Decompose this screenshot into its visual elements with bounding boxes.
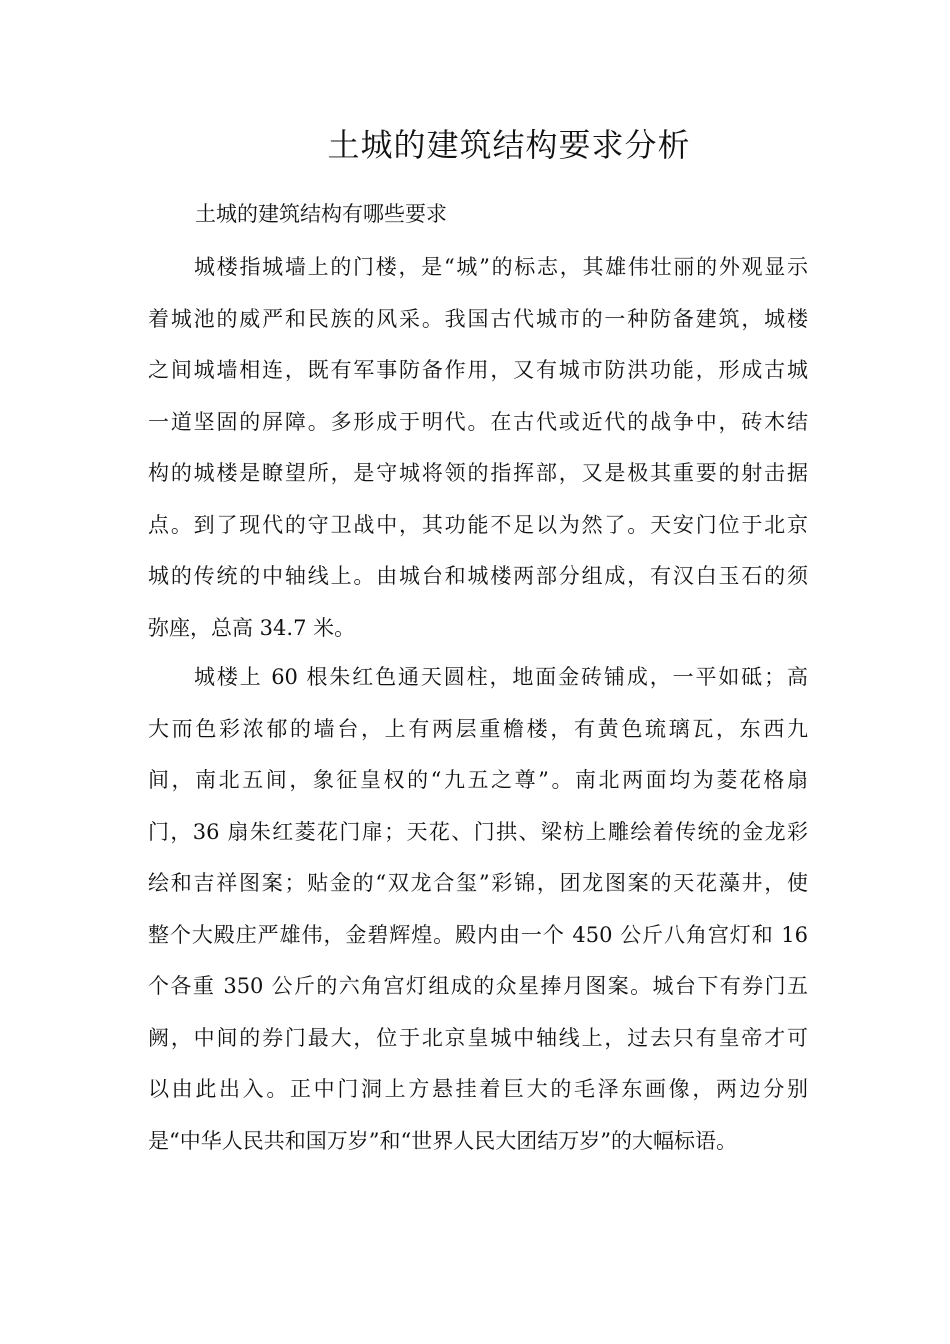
- paragraph-line: 点。到了现代的守卫战中，其功能不足以为然了。天安门位于北京: [148, 512, 808, 537]
- paragraph-line: 间，南北五间，象征皇权的“九五之尊”。南北两面均为菱花格扇: [148, 768, 808, 792]
- paragraph-line: 以由此出入。正中门洞上方悬挂着巨大的毛泽东画像，两边分别: [148, 1077, 808, 1101]
- paragraph-line: 弥座，总高 34.7 米。: [148, 615, 356, 640]
- paragraph-2: [148, 652, 808, 1167]
- paragraph-line: 之间城墙相连，既有军事防备作用，又有城市防洪功能，形成古城: [148, 358, 808, 382]
- paragraph-line: 阙，中间的券门最大，位于北京皇城中轴线上，过去只有皇帝才可: [148, 1025, 808, 1050]
- paragraph-line: 整个大殿庄严雄伟，金碧辉煌。殿内由一个 450 公斤八角宫灯和 16: [148, 922, 808, 947]
- paragraph-line: 城楼上 60 根朱红色通天圆柱，地面金砖铺成，一平如砥；高: [194, 665, 808, 689]
- document-title: 土城的建筑结构要求分析: [327, 126, 691, 164]
- document-subheading: 土城的建筑结构有哪些要求: [195, 202, 447, 226]
- paragraph-line: 是“中华人民共和国万岁”和“世界人民大团结万岁”的大幅标语。: [148, 1128, 737, 1153]
- paragraph-line: 个各重 350 公斤的六角宫灯组成的众星捧月图案。城台下有券门五: [148, 974, 808, 998]
- paragraph-line: 着城池的威严和民族的风采。我国古代城市的一种防备建筑，城楼: [148, 306, 808, 331]
- paragraph-line: 大而色彩浓郁的墙台，上有两层重檐楼，有黄色琉璃瓦，东西九: [148, 716, 808, 741]
- paragraph-line: 构的城楼是瞭望所，是守城将领的指挥部，又是极其重要的射击据: [148, 461, 808, 485]
- paragraph-line: 一道坚固的屏障。多形成于明代。在古代或近代的战争中，砖木结: [148, 409, 808, 434]
- paragraph-line: 城楼指城墙上的门楼，是“城”的标志，其雄伟壮丽的外观显示: [194, 255, 808, 279]
- paragraph-line: 城的传统的中轴线上。由城台和城楼两部分组成，有汉白玉石的须: [148, 564, 808, 588]
- paragraph-line: 门，36 扇朱红菱花门扉；天花、门拱、梁枋上雕绘着传统的金龙彩: [148, 819, 808, 844]
- paragraph-line: 绘和吉祥图案；贴金的“双龙合玺”彩锦，团龙图案的天花藻井，使: [148, 871, 808, 895]
- paragraph-1: [148, 242, 808, 654]
